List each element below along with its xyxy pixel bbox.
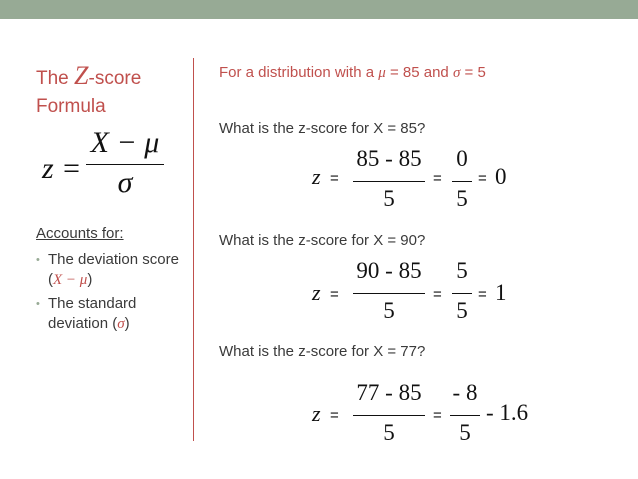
fraction-numerator: 85 - 85 bbox=[356, 146, 422, 171]
fraction-2 bbox=[452, 146, 472, 216]
fraction-numerator: 77 - 85 bbox=[356, 380, 422, 405]
fraction-1 bbox=[353, 380, 425, 450]
fraction-2 bbox=[450, 380, 480, 450]
equals-sign: = bbox=[330, 170, 339, 187]
fraction-numerator: 0 bbox=[456, 146, 468, 171]
formula-lhs: z = bbox=[42, 152, 82, 185]
fraction-denominator: 5 bbox=[456, 186, 468, 211]
fraction-bar bbox=[353, 181, 425, 182]
fraction-1 bbox=[353, 146, 425, 216]
fraction-denominator: 5 bbox=[459, 420, 471, 445]
fraction-bar bbox=[452, 181, 472, 182]
column-divider bbox=[193, 58, 194, 441]
fraction-numerator: - 8 bbox=[452, 380, 478, 405]
equals-sign: = bbox=[478, 286, 487, 303]
fraction-denominator: 5 bbox=[383, 420, 395, 445]
fraction-2 bbox=[452, 258, 472, 328]
bullet-text: The standard deviation ( bbox=[48, 295, 137, 332]
list-item bbox=[36, 294, 186, 334]
equation-result: - 1.6 bbox=[486, 400, 529, 425]
equals-sign: = bbox=[433, 170, 442, 187]
fraction-numerator: 5 bbox=[456, 258, 468, 283]
fraction-bar bbox=[452, 293, 472, 294]
fraction-bar bbox=[353, 293, 425, 294]
title-line2: Formula bbox=[36, 96, 106, 117]
fraction-numerator: 90 - 85 bbox=[356, 258, 422, 283]
bullet-math: σ bbox=[117, 316, 125, 332]
equation-z: z bbox=[312, 280, 321, 305]
title-z: Z bbox=[74, 61, 89, 90]
formula-numerator: X − μ bbox=[90, 126, 160, 159]
distribution-intro bbox=[219, 64, 486, 82]
formula-fraction bbox=[86, 126, 164, 198]
bullet-text: The deviation score ( bbox=[48, 251, 179, 288]
fraction-1 bbox=[353, 258, 425, 328]
fraction-bar bbox=[450, 415, 480, 416]
equals-sign: = bbox=[478, 170, 487, 187]
equals-sign: = bbox=[330, 286, 339, 303]
formula-denominator: σ bbox=[117, 166, 133, 199]
bullet-dot-icon: • bbox=[36, 298, 40, 310]
question-2: What is the z-score for X = 90? bbox=[219, 232, 426, 249]
equation-z: z bbox=[312, 401, 321, 426]
bullet-math: X − μ bbox=[53, 272, 88, 288]
question-3: What is the z-score for X = 77? bbox=[219, 343, 426, 360]
bullet-end: ) bbox=[124, 315, 130, 332]
fraction-denominator: 5 bbox=[383, 186, 395, 211]
equation-z: z bbox=[312, 164, 321, 189]
equals-sign: = bbox=[330, 407, 339, 424]
fraction-denominator: 5 bbox=[456, 298, 468, 323]
title-prefix: The bbox=[36, 68, 75, 89]
accounts-list bbox=[36, 250, 186, 338]
fraction-bar bbox=[353, 415, 425, 416]
sigma-symbol: σ bbox=[452, 65, 461, 81]
intro-mid: = 85 and bbox=[385, 64, 453, 81]
mu-symbol: μ bbox=[378, 65, 386, 81]
top-accent-bar bbox=[0, 0, 638, 19]
formula-bar bbox=[86, 164, 164, 165]
accounts-label: Accounts for: bbox=[36, 225, 124, 242]
equals-sign: = bbox=[433, 286, 442, 303]
title-suffix: -score bbox=[88, 68, 142, 89]
equals-sign: = bbox=[433, 407, 442, 424]
question-1: What is the z-score for X = 85? bbox=[219, 120, 426, 137]
bullet-end: ) bbox=[87, 271, 93, 288]
bullet-dot-icon: • bbox=[36, 254, 40, 266]
page-title bbox=[36, 62, 141, 121]
equation-result: 1 bbox=[495, 280, 507, 305]
intro-prefix: For a distribution with a bbox=[219, 64, 379, 81]
equation-result: 0 bbox=[495, 164, 507, 189]
intro-end: = 5 bbox=[460, 64, 486, 81]
list-item bbox=[36, 250, 186, 290]
fraction-denominator: 5 bbox=[383, 298, 395, 323]
